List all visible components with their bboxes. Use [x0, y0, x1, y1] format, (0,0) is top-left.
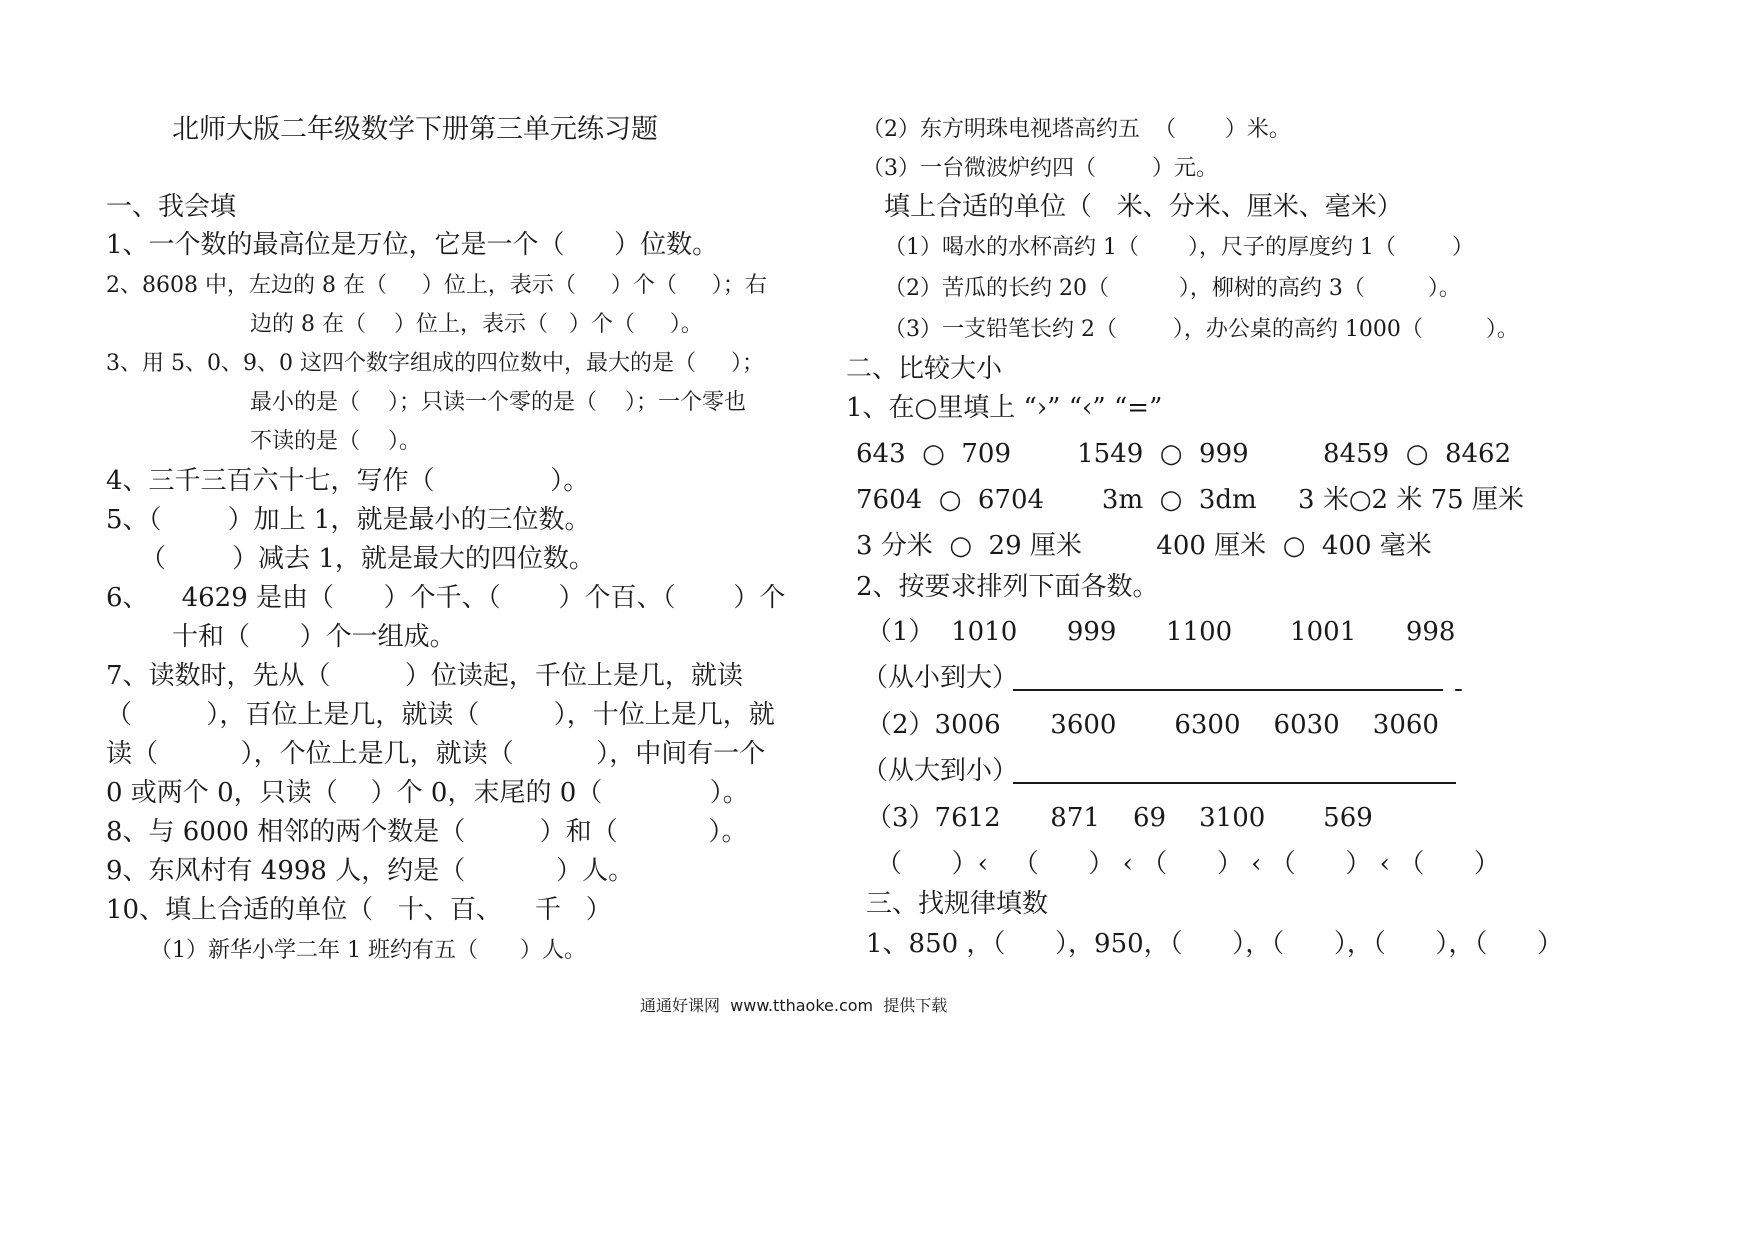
question-10-part-2: （2）东方明珠电视塔高约五 （ ）米。 — [862, 117, 1291, 142]
section-1-heading: 一、我会填 — [106, 192, 237, 222]
ordering-label-descending: （从大到小） — [862, 756, 1019, 786]
question-3-line-1: 3、用 5、0、9、0 这四个数字组成的四位数中，最大的是（ ）； — [106, 351, 764, 376]
compare-row-3: 3 分米 ○ 29 厘米 400 厘米 ○ 400 毫米 — [856, 531, 1432, 561]
ordering-set-1: （1） 1010 999 1100 1001 998 — [866, 617, 1456, 647]
page-title: 北师大版二年级数学下册第三单元练习题 — [172, 114, 658, 145]
units-question-2: （2）苦瓜的长约 20（ ），柳树的高约 3（ ）。 — [884, 276, 1461, 301]
units-question-3: （3）一支铅笔长约 2（ ），办公桌的高约 1000（ ）。 — [884, 317, 1519, 342]
question-10: 10、填上合适的单位（ 十、百、 千 ） — [106, 895, 612, 925]
question-4: 4、三千三百六十七，写作（ ）。 — [106, 466, 590, 496]
question-1: 1、一个数的最高位是万位，它是一个（ ）位数。 — [106, 230, 719, 260]
question-7-line-1: 7、读数时，先从（ ）位读起，千位上是几，就读 — [106, 661, 743, 691]
question-5-line-2: （ ）减去 1，就是最大的四位数。 — [140, 544, 595, 574]
ordering-blanks: （ ）‹ （ ） ‹ （ ） ‹ （ ） ‹ （ ） — [876, 849, 1500, 879]
compare-row-2: 7604 ○ 6704 3m ○ 3dm 3 米○2 米 75 厘米 — [856, 485, 1524, 515]
compare-question-1: 1、在○里填上 “›” “‹” “=” — [846, 393, 1163, 423]
question-5-line-1: 5、（ ）加上 1，就是最小的三位数。 — [106, 505, 591, 535]
footer-credit: 通通好课网 www.tthaoke.com 提供下载 — [640, 996, 948, 1015]
compare-row-1: 643 ○ 709 1549 ○ 999 8459 ○ 8462 — [856, 439, 1512, 469]
question-6-line-1: 6、 4629 是由（ ）个千、（ ）个百、（ ）个 — [106, 583, 786, 613]
question-6-line-2: 十和（ ）个一组成。 — [172, 622, 456, 652]
question-9: 9、东风村有 4998 人，约是（ ）人。 — [106, 856, 635, 886]
question-3-line-2: 最小的是（ ）；只读一个零的是（ ）；一个零也 — [250, 390, 746, 415]
question-3-line-3: 不读的是（ ）。 — [250, 429, 421, 454]
section-3-heading: 三、找规律填数 — [866, 889, 1049, 919]
units-heading: 填上合适的单位（ 米、分米、厘米、毫米） — [884, 192, 1403, 222]
question-10-part-1: （1）新华小学二年 1 班约有五（ ）人。 — [150, 938, 586, 963]
ordering-label-ascending: （从小到大） — [862, 663, 1019, 693]
question-2-line-2: 边的 8 在（ ）位上，表示（ ）个（ ）。 — [250, 312, 703, 337]
question-10-part-3: （3）一台微波炉约四（ ）元。 — [862, 156, 1218, 181]
question-7-line-3: 读（ ），个位上是几，就读（ ），中间有一个 — [106, 739, 766, 769]
units-question-1: （1）喝水的水杯高约 1（ ），尺子的厚度约 1（ ） — [884, 235, 1474, 260]
question-8: 8、与 6000 相邻的两个数是（ ）和（ ）。 — [106, 817, 748, 847]
pattern-question-1: 1、850 ，（ ），950，（ ），（ ），（ ），（ ） — [866, 929, 1563, 959]
answer-line-ascending — [1013, 689, 1443, 691]
answer-line-descending — [1013, 782, 1456, 784]
ordering-set-3: （3）7612 871 69 3100 569 — [866, 803, 1373, 833]
question-7-line-4: 0 或两个 0，只读（ ）个 0，末尾的 0（ ）。 — [106, 778, 749, 808]
ordering-set-2: （2）3006 3600 6300 6030 3060 — [866, 710, 1439, 740]
section-2-heading: 二、比较大小 — [846, 354, 1003, 384]
ordering-question: 2、按要求排列下面各数。 — [856, 572, 1159, 602]
question-2-line-1: 2、8608 中，左边的 8 在（ ）位上，表示（ ）个（ ）；右 — [106, 273, 767, 298]
stray-dash: - — [1454, 674, 1463, 704]
question-7-line-2: （ ），百位上是几，就读（ ），十位上是几，就 — [106, 700, 775, 730]
